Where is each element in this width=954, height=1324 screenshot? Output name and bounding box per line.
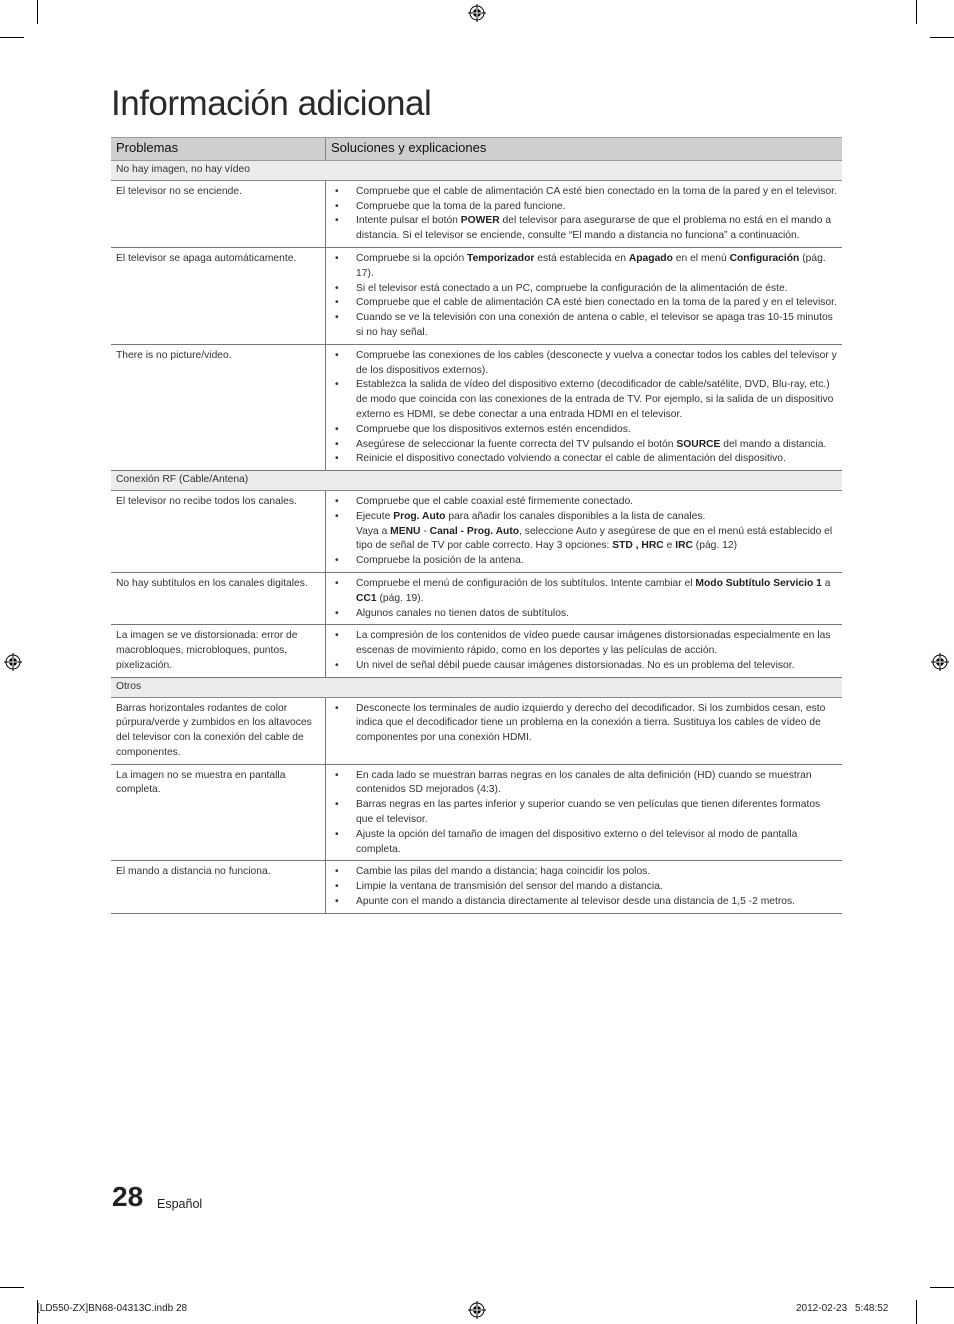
text-segment: Vaya a [356,525,391,537]
solutions-cell [326,490,843,572]
text-segment: está establecida en [534,252,629,264]
text-segment: Ajuste la opción del tamaño de imagen del dispositivo externo o del televisor al modo de pantalla completa. [356,828,798,855]
solution-list [331,185,837,244]
solution-item [331,423,837,438]
solution-list [331,577,837,621]
troubleshooting-table [111,137,842,914]
solution-item [331,880,837,895]
text-segment: del mando a distancia. [720,438,827,450]
text-segment: Algunos canales no tienen datos de subtítulos. [356,607,569,619]
text-segment: Compruebe que los dispositivos externos estén encendidos. [356,423,631,435]
text-segment: Asegúrese de seleccionar la fuente correcta del TV pulsando el botón [356,438,677,450]
solution-item [331,895,837,910]
solution-item [331,200,837,215]
footer-time: 5:48:52 [855,1303,889,1314]
problem-cell: No hay subtítulos en los canales digitales. [111,572,326,624]
crop-mark [916,0,917,24]
crop-mark [37,0,38,24]
solution-item [331,828,837,858]
table-header-row [111,138,842,161]
solution-item [331,438,837,453]
registration-mark-icon [931,653,949,671]
registration-mark-icon [468,1301,486,1319]
section-title: Otros [111,677,842,697]
key-term: POWER [460,215,500,227]
solution-item [331,185,837,200]
solutions-cell [326,180,843,247]
solution-list [331,349,837,467]
text-segment: Compruebe la posición de la antena. [356,555,524,567]
page-title: Información adicional [111,84,432,123]
solution-item [331,296,837,311]
problem-cell: El mando a distancia no funciona. [111,861,326,913]
problem-cell: La imagen se ve distorsionada: error de macrobloques, microbloques, puntos, pixelización. [111,625,326,677]
solutions-cell [326,572,843,624]
key-term: STD , HRC [612,540,664,552]
text-segment: (pág. 19). [376,592,424,604]
key-term: Canal - Prog. Auto [429,525,520,537]
solution-item [331,311,837,341]
text-segment: e [663,540,676,552]
crop-mark [930,37,954,38]
section-header-row [111,677,842,697]
text-segment: Compruebe si la opción [356,252,468,264]
page-number: 28 [112,1181,144,1212]
text-segment: - [420,525,430,537]
text-segment: Compruebe que el cable coaxial esté firmemente conectado. [356,495,634,507]
solution-list [331,495,837,569]
problem-cell: Barras horizontales rodantes de color púrpura/verde y zumbidos en los altavoces del televisor con la conexión del cable de componentes. [111,697,326,764]
text-segment: Compruebe que la toma de la pared funcione. [356,200,566,212]
solution-item [331,510,837,554]
column-header-problems: Problemas [111,138,326,161]
table-row [111,861,842,913]
text-segment: La compresión de los contenidos de vídeo puede causar imágenes distorsionadas especialmente en las escenas de movimiento rápido, como en los deportes y las películas de acción. [356,630,831,657]
registration-mark-icon [4,653,22,671]
crop-mark [930,1287,954,1288]
text-segment: Limpie la ventana de transmisión del sensor del mando a distancia. [356,881,663,893]
footer-date: 2012-02-23 [796,1303,848,1314]
text-segment: Ejecute [356,510,394,522]
footer-file-info: [LD550-ZX]BN68-04313C.indb 28 [37,1303,188,1314]
solution-item [331,865,837,880]
text-segment: (pág. 12) [692,540,738,552]
problem-cell: There is no picture/video. [111,344,326,470]
key-term: Prog. Auto [393,510,446,522]
problem-cell: La imagen no se muestra en pantalla completa. [111,764,326,861]
key-term: Apagado [628,252,673,264]
key-term: MENU [390,525,421,537]
solutions-cell [326,764,843,861]
solution-item [331,554,837,569]
key-term: CC1 [356,592,377,604]
solution-item [331,495,837,510]
key-term: SOURCE [676,438,721,450]
page-language: Español [157,1197,203,1211]
table-row [111,697,842,764]
solution-item [331,282,837,297]
text-segment: a [821,577,831,589]
section-header-row [111,471,842,491]
problem-cell: El televisor no recibe todos los canales. [111,490,326,572]
table-row [111,180,842,247]
table-row [111,490,842,572]
text-segment: Cuando se ve la televisión con una conexión de antena o cable, el televisor se apaga tras 10-15 minutos si no hay señal. [356,312,833,338]
table-body [111,161,842,914]
text-segment: para añadir los canales disponibles a la lista de canales. [445,510,706,522]
solution-item [331,702,837,746]
section-header-row [111,161,842,181]
solution-list [331,629,837,673]
solutions-cell [326,697,843,764]
text-segment: Intente pulsar el botón [356,215,461,227]
key-term: Configuración [729,252,800,264]
column-header-solutions: Soluciones y explicaciones [326,138,843,161]
section-title: Conexión RF (Cable/Antena) [111,471,842,491]
crop-mark [0,37,24,38]
solutions-cell [326,344,843,470]
text-segment: Apunte con el mando a distancia directamente al televisor desde una distancia de 1,5 -2 metros. [356,896,796,908]
solution-item [331,798,837,828]
solution-item [331,349,837,379]
solution-item [331,452,837,467]
problem-cell: El televisor se apaga automáticamente. [111,247,326,344]
crop-mark [0,1287,24,1288]
solutions-cell [326,861,843,913]
solution-item [331,769,837,799]
text-segment: Compruebe las conexiones de los cables (desconecte y vuelva a conectar todos los cables del televisor y de los dispositivos externos). [356,349,837,376]
table-row [111,764,842,861]
key-term: Modo Subtítulo Servicio 1 [695,577,822,589]
text-segment: en el menú [672,252,730,264]
text-segment: Compruebe que el cable de alimentación CA esté bien conectado en la toma de la pared y en el televisor. [356,185,837,197]
table-row [111,572,842,624]
solutions-cell [326,625,843,677]
key-term: IRC [675,540,693,552]
key-term: Temporizador [467,252,535,264]
section-title: No hay imagen, no hay vídeo [111,161,842,181]
solutions-cell [326,247,843,344]
solution-list [331,702,837,746]
text-segment: Cambie las pilas del mando a distancia; haga coincidir los polos. [356,866,651,878]
text-segment: Desconecte los terminales de audio izquierdo y derecho del decodificador. Si los zumbidos cesan, esto indica que el decodificador tiene un problema en la conexión a tierra. Sustituya los cables de vídeo de componentes por una conexión HDMI. [356,702,826,744]
solution-list [331,865,837,909]
solution-item [331,629,837,659]
table-row [111,625,842,677]
problem-cell: El televisor no se enciende. [111,180,326,247]
text-segment: , seleccione Auto y asegúrese de que en el menú está establecido el tipo de señal de TV por cable correcto. Hay 3 opciones: [356,525,833,552]
solution-item [331,577,837,607]
table-row [111,247,842,344]
text-segment: Si el televisor está conectado a un PC, compruebe la configuración de la alimentación de éste. [356,282,788,294]
text-segment: Compruebe que el cable de alimentación CA esté bien conectado en la toma de la pared y en el televisor. [356,297,837,309]
solution-item [331,659,837,674]
solution-item [331,214,837,244]
text-segment: Barras negras en las partes inferior y superior cuando se ven películas que tienen diferentes formatos que el televisor. [356,799,821,826]
text-segment: Establezca la salida de vídeo del dispositivo externo (decodificador de cable/satélite, DVD, Blu-ray, etc.) de modo que coincida con las conexiones de la entrada de TV. Por ejemplo, si la salida de un dispositivo externo es HDMI, se debe conectar a una entrada HDMI en el televisor. [356,379,834,420]
solution-item [331,607,837,622]
solution-item [331,378,837,422]
table-row [111,344,842,470]
solution-item [331,252,837,282]
text-segment: (pág. 17). [356,252,826,279]
crop-mark [916,1300,917,1324]
solution-list [331,252,837,341]
text-segment: Compruebe el menú de configuración de los subtítulos. Intente cambiar el [356,577,696,589]
text-segment: En cada lado se muestran barras negras en los canales de alta definición (HD) cuando se muestran contenidos SD mejorados (4:3). [356,769,812,796]
text-segment: Un nivel de señal débil puede causar imágenes distorsionadas. No es un problema del televisor. [356,659,795,671]
text-segment: Reinicie el dispositivo conectado volviendo a conectar el cable de alimentación del dispositivo. [356,453,786,465]
registration-mark-icon [468,4,486,22]
text-segment: del televisor para asegurarse de que el problema no está en el mando a distancia. Si el televisor se enciende, consulte “El mando a distancia no funciona” a continuación. [356,215,832,242]
solution-list [331,769,837,858]
